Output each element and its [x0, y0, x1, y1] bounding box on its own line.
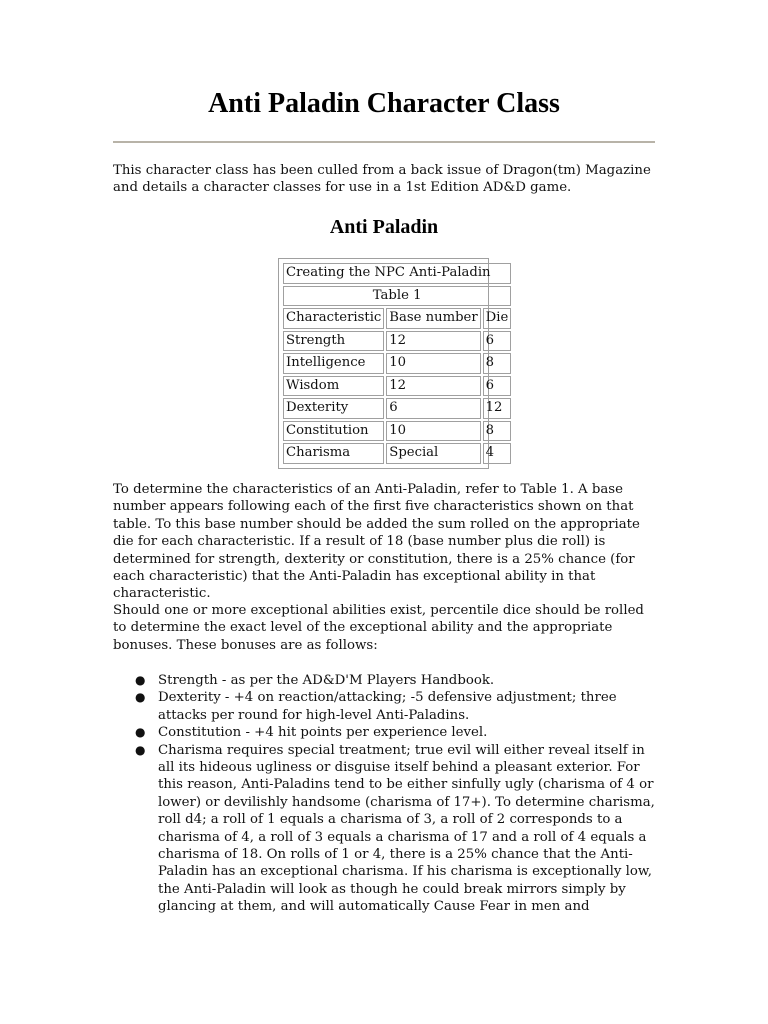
- table-cell: 12: [386, 331, 480, 352]
- table-caption-row: [283, 263, 511, 284]
- bullet-icon: ●: [135, 742, 146, 757]
- table-cell: 12: [386, 376, 480, 397]
- list-item-text: Charisma requires special treatment; true evil will either reveal itself in all its hideous ugliness or disguise itself behind a pleasant exterior. For this reason, Anti-Paladins tend to be either sinfully ugly (charisma of 4 or lower) or devilishly handsome (charisma of 17+). To determine charisma, roll d4; a roll of 1 equals a charisma of 3, a roll of 2 corresponds to a charisma of 4, a roll of 3 equals a charisma of 17 and a roll of 4 equals a charisma of 18. On rolls of 1 or 4, there is a 25% chance that the Anti-Paladin has an exceptional charisma. If his charisma is exceptionally low, the Anti-Paladin will look as though he could break mirrors simply by glancing at them, and will automatically Cause Fear in men and: [158, 742, 655, 915]
- list-item-text: Dexterity - +4 on reaction/attacking; -5 defensive adjustment; three attacks per round for high-level Anti-Paladins.: [158, 690, 617, 723]
- page-title: Anti Paladin Character Class: [208, 88, 560, 119]
- intro-paragraph: This character class has been culled from a back issue of Dragon(tm) Magazine and details a character classes for use in a 1st Edition AD&D game.: [113, 163, 651, 196]
- bullet-icon: ●: [135, 673, 146, 687]
- table-cell: Special: [386, 443, 480, 464]
- table-row: [283, 331, 511, 352]
- list-item: [135, 742, 661, 916]
- table-header-base-number: Base number: [386, 308, 480, 329]
- table-cell: Wisdom: [283, 376, 384, 397]
- title-divider: [113, 141, 655, 143]
- bonus-list: [113, 672, 661, 916]
- table-cell: Dexterity: [283, 398, 384, 419]
- table-row: [283, 376, 511, 397]
- table-cell: Intelligence: [283, 353, 384, 374]
- table-cell: 4: [483, 443, 512, 464]
- list-item: [135, 672, 661, 689]
- list-item-text: Constitution - +4 hit points per experience level.: [158, 725, 488, 741]
- table-cell: 10: [386, 421, 480, 442]
- characteristics-table: [278, 258, 509, 469]
- body-paragraph-2: Should one or more exceptional abilities exist, percentile dice should be rolled to determine the exact level of the exceptional ability and the appropriate bonuses. These bonuses are as follows:: [113, 603, 644, 653]
- table-cell: Constitution: [283, 421, 384, 442]
- table-header-row: [283, 308, 511, 329]
- table-row: [283, 353, 511, 374]
- table-header-die: Die: [483, 308, 512, 329]
- table-header-characteristic: Characteristic: [283, 308, 384, 329]
- list-item: [135, 689, 661, 724]
- body-paragraph-1: To determine the characteristics of an Anti-Paladin, refer to Table 1. A base number appears following each of the first five characteristics shown on that table. To this base number should be added the sum rolled on the appropriate die for each characteristic. If a result of 18 (base number plus die roll) is determined for strength, dexterity or constitution, there is a 25% chance (for each characteristic) that the Anti-Paladin has exceptional ability in that characteristic.: [113, 482, 640, 602]
- table-cell: 8: [483, 421, 512, 442]
- table-subcaption-row: [283, 286, 511, 307]
- list-item-text: Strength - as per the AD&D'M Players Handbook.: [158, 673, 495, 688]
- table-subcaption: Table 1: [283, 286, 511, 307]
- table-cell: 12: [483, 398, 512, 419]
- bullet-icon: ●: [135, 725, 146, 740]
- table-row: [283, 398, 511, 419]
- section-title: Anti Paladin: [329, 216, 439, 238]
- table-caption: Creating the NPC Anti-Paladin: [283, 263, 511, 284]
- table-row: [283, 443, 511, 464]
- table-cell: 6: [483, 376, 512, 397]
- table-cell: Strength: [283, 331, 384, 352]
- table-row: [283, 421, 511, 442]
- list-item: [135, 724, 661, 741]
- bullet-icon: ●: [135, 690, 146, 705]
- table-cell: 10: [386, 353, 480, 374]
- table-cell: 8: [483, 353, 512, 374]
- table-cell: 6: [483, 331, 512, 352]
- table-cell: Charisma: [283, 443, 384, 464]
- table-cell: 6: [386, 398, 480, 419]
